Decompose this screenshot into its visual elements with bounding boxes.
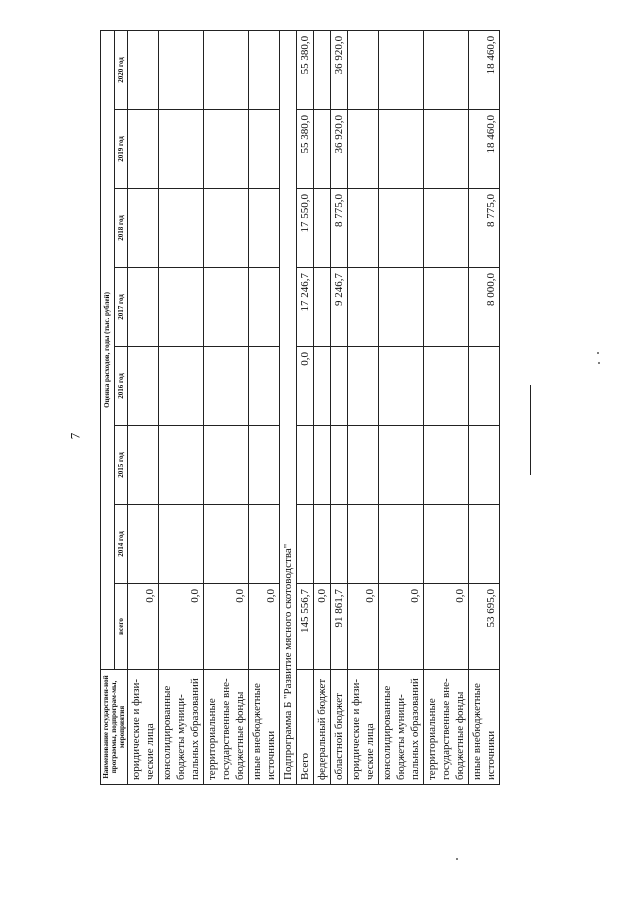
year-value xyxy=(249,110,280,189)
year-value xyxy=(424,505,469,584)
row-label: федеральный бюджет xyxy=(314,670,331,785)
table-row xyxy=(379,30,424,784)
row-label: юридические и физи-ческие лица xyxy=(128,670,159,785)
table-row xyxy=(128,30,159,784)
year-value xyxy=(159,110,204,189)
year-value xyxy=(348,505,379,584)
page-number: 7 xyxy=(67,432,83,440)
rotated-page xyxy=(100,35,640,785)
year-value xyxy=(204,268,249,347)
year-value xyxy=(128,268,159,347)
year-value xyxy=(469,505,500,584)
row-label: юридические и физи-ческие лица xyxy=(348,670,379,785)
year-value xyxy=(128,347,159,426)
year-value xyxy=(379,189,424,268)
row-total: 0,0 xyxy=(424,584,469,670)
table-row xyxy=(159,30,204,784)
year-value xyxy=(379,268,424,347)
year-value xyxy=(249,268,280,347)
year-value xyxy=(159,426,204,505)
year-value xyxy=(348,30,379,109)
year-value xyxy=(331,505,348,584)
year-value xyxy=(204,189,249,268)
year-value: 8 775,0 xyxy=(331,189,348,268)
year-value xyxy=(249,189,280,268)
year-value xyxy=(249,505,280,584)
year-value xyxy=(348,189,379,268)
row-total: 91 861,7 xyxy=(331,584,348,670)
year-value xyxy=(204,347,249,426)
year-value xyxy=(128,505,159,584)
header-year: 2017 год xyxy=(114,268,128,347)
year-value xyxy=(314,426,331,505)
header-estimate: Оценка расходов, годы (тыс. рублей) xyxy=(101,30,115,669)
year-value xyxy=(204,426,249,505)
year-value xyxy=(348,347,379,426)
year-value: 8 000,0 xyxy=(469,268,500,347)
table-row xyxy=(314,30,331,784)
year-value xyxy=(204,30,249,109)
year-value xyxy=(379,30,424,109)
table-row xyxy=(469,30,500,784)
year-value: 36 920,0 xyxy=(331,110,348,189)
year-value xyxy=(424,347,469,426)
year-value xyxy=(159,30,204,109)
year-value: 0,0 xyxy=(297,347,314,426)
year-value xyxy=(314,30,331,109)
year-value xyxy=(314,268,331,347)
year-value xyxy=(379,347,424,426)
row-total: 145 556,7 xyxy=(297,584,314,670)
year-value: 17 550,0 xyxy=(297,189,314,268)
row-label: областной бюджет xyxy=(331,670,348,785)
year-value xyxy=(424,30,469,109)
year-value: 36 920,0 xyxy=(331,30,348,109)
year-value xyxy=(128,30,159,109)
year-value: 55 380,0 xyxy=(297,30,314,109)
row-total: 0,0 xyxy=(249,584,280,670)
row-total: 53 695,0 xyxy=(469,584,500,670)
year-value: 18 460,0 xyxy=(469,110,500,189)
table-body xyxy=(101,30,500,784)
year-value: 9 246,7 xyxy=(331,268,348,347)
row-label: консолидированные бюджеты муници-пальных образований xyxy=(379,670,424,785)
row-label: Всего xyxy=(297,670,314,785)
header-year: 2019 год xyxy=(114,110,128,189)
header-year: 2018 год xyxy=(114,189,128,268)
year-value xyxy=(314,505,331,584)
year-value xyxy=(379,505,424,584)
subprogram-row xyxy=(280,30,297,784)
header-year: 2015 год xyxy=(114,426,128,505)
year-value xyxy=(159,505,204,584)
year-value xyxy=(348,426,379,505)
header-year: 2014 год xyxy=(114,505,128,584)
header-total: всего xyxy=(114,584,128,670)
row-total: 0,0 xyxy=(314,584,331,670)
year-value xyxy=(469,347,500,426)
year-value: 17 246,7 xyxy=(297,268,314,347)
year-value: 55 380,0 xyxy=(297,110,314,189)
row-total: 0,0 xyxy=(204,584,249,670)
year-value xyxy=(331,426,348,505)
table-row xyxy=(424,30,469,784)
scan-speck xyxy=(456,858,458,860)
year-value xyxy=(314,347,331,426)
year-value xyxy=(348,110,379,189)
year-value: 18 460,0 xyxy=(469,30,500,109)
table-row xyxy=(331,30,348,784)
year-value xyxy=(204,110,249,189)
year-value xyxy=(249,347,280,426)
year-value xyxy=(348,268,379,347)
year-value xyxy=(249,426,280,505)
row-total: 0,0 xyxy=(379,584,424,670)
year-value xyxy=(424,268,469,347)
year-value xyxy=(314,110,331,189)
year-value xyxy=(128,426,159,505)
row-total: 0,0 xyxy=(159,584,204,670)
year-value xyxy=(204,505,249,584)
year-value xyxy=(297,426,314,505)
year-value xyxy=(159,189,204,268)
year-value xyxy=(314,189,331,268)
year-value xyxy=(424,189,469,268)
row-label: территориальные государственные вне-бюджетные фонды xyxy=(424,670,469,785)
budget-table xyxy=(100,30,500,785)
year-value xyxy=(424,110,469,189)
table-row xyxy=(204,30,249,784)
row-label: консолидированные бюджеты муници-пальных образований xyxy=(159,670,204,785)
row-total: 0,0 xyxy=(128,584,159,670)
row-label: иные внебюджетные источники xyxy=(249,670,280,785)
year-value xyxy=(249,30,280,109)
year-value xyxy=(331,347,348,426)
row-total: 0,0 xyxy=(348,584,379,670)
year-value xyxy=(297,505,314,584)
header-year: 2020 год xyxy=(114,30,128,109)
year-value xyxy=(379,110,424,189)
row-label: территориальные государственные вне-бюджетные фонды xyxy=(204,670,249,785)
row-label: иные внебюджетные источники xyxy=(469,670,500,785)
subprogram-title: Подпрограмма Б "Развитие мясного скотоводства" xyxy=(280,30,297,784)
table-row xyxy=(249,30,280,784)
year-value xyxy=(159,347,204,426)
year-value: 8 775,0 xyxy=(469,189,500,268)
year-value xyxy=(469,426,500,505)
table-row xyxy=(297,30,314,784)
year-value xyxy=(128,189,159,268)
table-row xyxy=(348,30,379,784)
year-value xyxy=(159,268,204,347)
header-year: 2016 год xyxy=(114,347,128,426)
year-value xyxy=(379,426,424,505)
header-name: Наименование государствен-ной программы, подпрограм-мы, мероприятия xyxy=(101,670,128,785)
year-value xyxy=(128,110,159,189)
year-value xyxy=(424,426,469,505)
